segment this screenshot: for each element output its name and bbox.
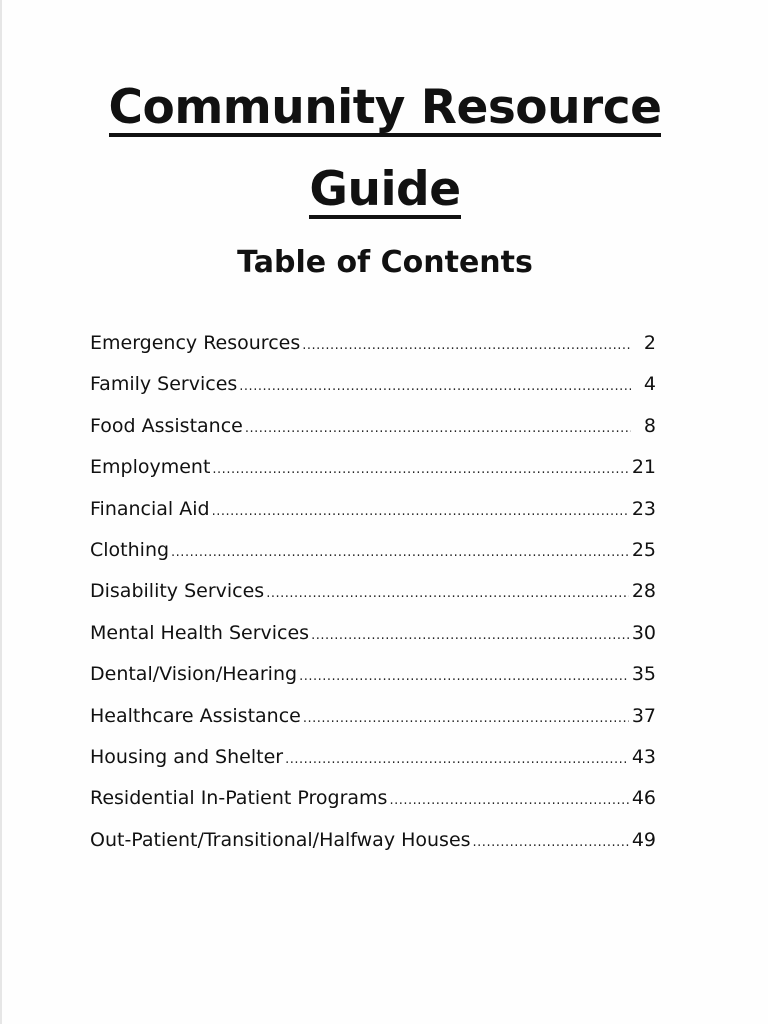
toc-entry-label: Residential In-Patient Programs: [90, 787, 388, 810]
toc-entry-page: 30: [631, 621, 656, 644]
toc-entry-label: Dental/Vision/Hearing: [90, 663, 298, 686]
toc-entry: [90, 787, 656, 828]
toc-entry: [90, 580, 656, 621]
toc-entry-label: Disability Services: [90, 580, 265, 603]
toc-entry-label: Clothing: [90, 538, 170, 561]
toc-entry-label: Mental Health Services: [90, 621, 310, 644]
toc-entry: [90, 705, 656, 746]
toc-entry-label: Food Assistance: [90, 414, 243, 437]
table-of-contents: [90, 332, 656, 870]
toc-entry-label: Out-Patient/Transitional/Halfway Houses: [90, 828, 471, 851]
toc-dot-leader: [171, 545, 629, 560]
toc-entry-label: Financial Aid: [90, 497, 210, 520]
title-line-2: [2, 162, 768, 219]
toc-entry-label: Emergency Resources: [90, 332, 301, 354]
toc-dot-leader: [299, 669, 629, 684]
document-title-part-2: Guide: [309, 162, 461, 217]
toc-entry-page: 43: [631, 745, 656, 768]
toc-entry: [90, 498, 656, 539]
toc-entry-page: 46: [631, 787, 656, 810]
toc-dot-leader: [212, 462, 628, 477]
toc-dot-leader: [473, 835, 629, 850]
toc-entry-page: 2: [643, 332, 656, 354]
toc-dot-leader: [302, 338, 631, 353]
toc-entry-label: Family Services: [90, 373, 238, 396]
toc-dot-leader: [239, 379, 631, 394]
toc-entry: [90, 829, 656, 870]
document-title-part-1: Community Resource: [108, 80, 662, 135]
toc-dot-leader: [212, 504, 629, 519]
toc-entry-page: 21: [631, 456, 656, 479]
toc-entry: [90, 456, 656, 497]
toc-entry-page: 25: [631, 538, 656, 561]
toc-entry: [90, 746, 656, 787]
toc-dot-leader: [311, 628, 629, 643]
table-of-contents-heading: Table of Contents: [237, 245, 533, 280]
toc-entry: [90, 663, 656, 704]
toc-dot-leader: [303, 711, 629, 726]
toc-entry: [90, 622, 656, 663]
toc-entry-label: Housing and Shelter: [90, 745, 284, 768]
toc-entry: [90, 373, 656, 414]
toc-entry-page: 8: [643, 414, 656, 437]
toc-entry: [90, 539, 656, 580]
toc-entry-page: 4: [643, 373, 656, 396]
toc-dot-leader: [245, 421, 631, 436]
toc-entry: [90, 332, 656, 373]
title-line-1: [2, 80, 768, 137]
toc-entry-page: 28: [631, 580, 656, 603]
toc-dot-leader: [266, 586, 629, 601]
toc-entry-page: 37: [631, 704, 656, 727]
toc-entry-page: 49: [631, 828, 656, 851]
toc-dot-leader: [389, 793, 628, 808]
toc-entry-label: Employment: [90, 456, 211, 479]
toc-dot-leader: [285, 752, 629, 767]
toc-entry-page: 23: [631, 497, 656, 520]
toc-entry-label: Healthcare Assistance: [90, 704, 301, 727]
toc-entry: [90, 415, 656, 456]
toc-entry-page: 35: [631, 663, 656, 686]
